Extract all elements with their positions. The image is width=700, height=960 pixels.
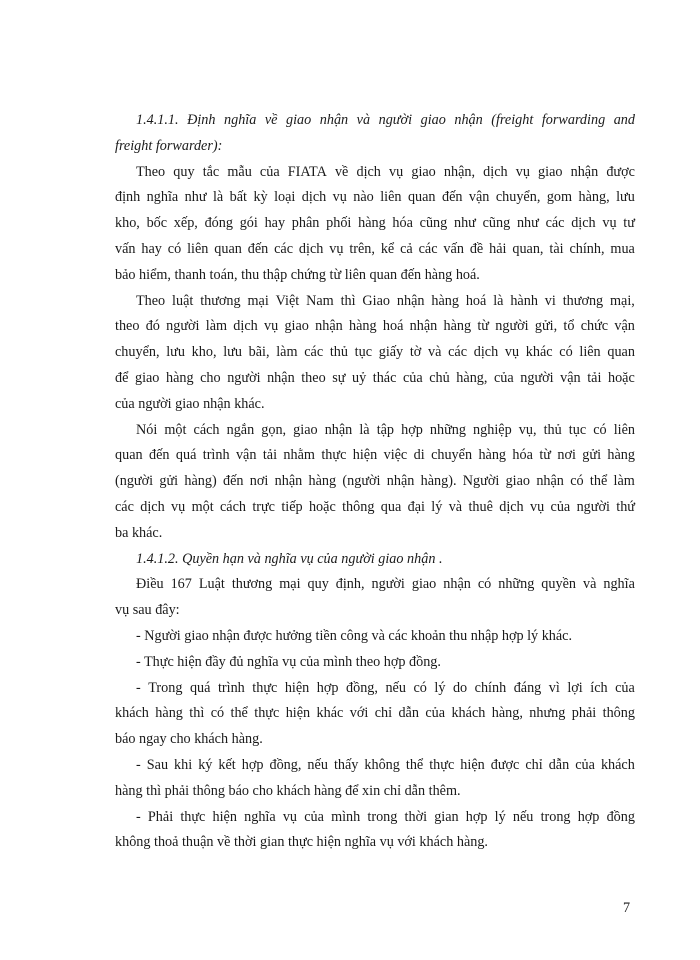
text-line: - Người giao nhận được hưởng tiền công và các khoản thu nhập hợp lý khác. [136, 627, 573, 644]
section-heading-1-4-1-2 [115, 547, 635, 573]
paragraph-vietnam-commercial-law [115, 289, 635, 418]
text-line: vấn hay có liên quan đến các dịch vụ trên, kể cả các vấn đề hải quan, tài chính, mua [115, 240, 635, 257]
text-line: 1.4.1.1. Định nghĩa về giao nhận và người giao nhận (freight forwarding and [136, 112, 635, 128]
list-item-remuneration [115, 624, 635, 650]
text-line: các dịch vụ một cách trực tiếp hoặc thông qua đại lý và thuê dịch vụ của người thứ [115, 498, 635, 515]
text-line: không thoả thuận về thời gian thực hiện nghĩa vụ với khách hàng. [115, 834, 488, 851]
text-line: quan đến quá trình vận tải nhằm thực hiện việc di chuyển hàng hóa từ nơi gửi hàng [115, 447, 635, 464]
list-item-request-instructions [115, 753, 635, 805]
text-line: vụ sau đây: [115, 602, 180, 619]
text-line: 1.4.1.2. Quyền hạn và nghĩa vụ của người giao nhận . [136, 550, 443, 567]
paragraph-short-definition [115, 418, 635, 547]
paragraph-fiata-definition [115, 160, 635, 289]
text-line: - Phải thực hiện nghĩa vụ của mình trong thời gian hợp lý nếu trong hợp đồng [136, 808, 635, 825]
list-item-reasonable-time [115, 805, 635, 857]
text-line: freight forwarder): [115, 137, 223, 154]
text-line: của người giao nhận khác. [115, 395, 265, 412]
text-line: Theo luật thương mại Việt Nam thì Giao nhận hàng hoá là hành vi thương mại, [136, 292, 635, 309]
text-line: Theo quy tắc mẫu của FIATA về dịch vụ giao nhận, dịch vụ giao nhận được [136, 163, 635, 180]
text-line: - Sau khi ký kết hợp đồng, nếu thấy không thể thực hiện được chỉ dẫn của khách [136, 756, 635, 773]
text-line: khách hàng thì có thể thực hiện khác với chỉ dẫn của khách hàng, nhưng phải thông [115, 705, 635, 722]
text-line: hàng thì phải thông báo cho khách hàng để xin chỉ dẫn thêm. [115, 782, 461, 799]
text-line: theo đó người làm dịch vụ giao nhận hàng hoá nhận hàng từ người gửi, tổ chức vận [115, 318, 635, 335]
text-line: Nói một cách ngắn gọn, giao nhận là tập hợp những nghiệp vụ, thủ tục có liên [136, 421, 635, 438]
paragraph-article-167 [115, 572, 635, 624]
page-number: 7 [623, 900, 631, 916]
text-line: bảo hiểm, thanh toán, thu thập chứng từ liên quan đến hàng hoá. [115, 266, 480, 283]
text-line: Điều 167 Luật thương mại quy định, người giao nhận có những quyền và nghĩa [136, 576, 635, 593]
list-item-fulfil-obligations [115, 650, 635, 676]
text-line: chuyển, lưu kho, lưu bãi, làm các thủ tục giấy tờ và các dịch vụ khác có liên quan [115, 344, 635, 361]
text-line: - Thực hiện đầy đủ nghĩa vụ của mình theo hợp đồng. [136, 653, 441, 670]
section-heading-1-4-1-1 [115, 108, 635, 160]
text-line: kho, bốc xếp, đóng gói hay phân phối hàng hóa cũng như cũng như các dịch vụ tư [115, 215, 635, 232]
document-page [115, 108, 635, 856]
text-line: để giao hàng cho người nhận theo sự uỷ thác của chủ hàng, của người vận tải hoặc [115, 369, 635, 386]
text-line: báo ngay cho khách hàng. [115, 731, 263, 748]
text-line: định nghĩa như là bất kỳ loại dịch vụ nào liên quan đến vận chuyển, gom hàng, lưu [115, 189, 635, 206]
text-line: - Trong quá trình thực hiện hợp đồng, nếu có lý do chính đáng vì lợi ích của [136, 679, 635, 696]
text-line: ba khác. [115, 524, 163, 541]
text-line: (người gửi hàng) đến nơi nhận hàng (người nhận hàng). Người giao nhận có thể làm [115, 473, 635, 490]
list-item-deviate-instructions [115, 676, 635, 753]
